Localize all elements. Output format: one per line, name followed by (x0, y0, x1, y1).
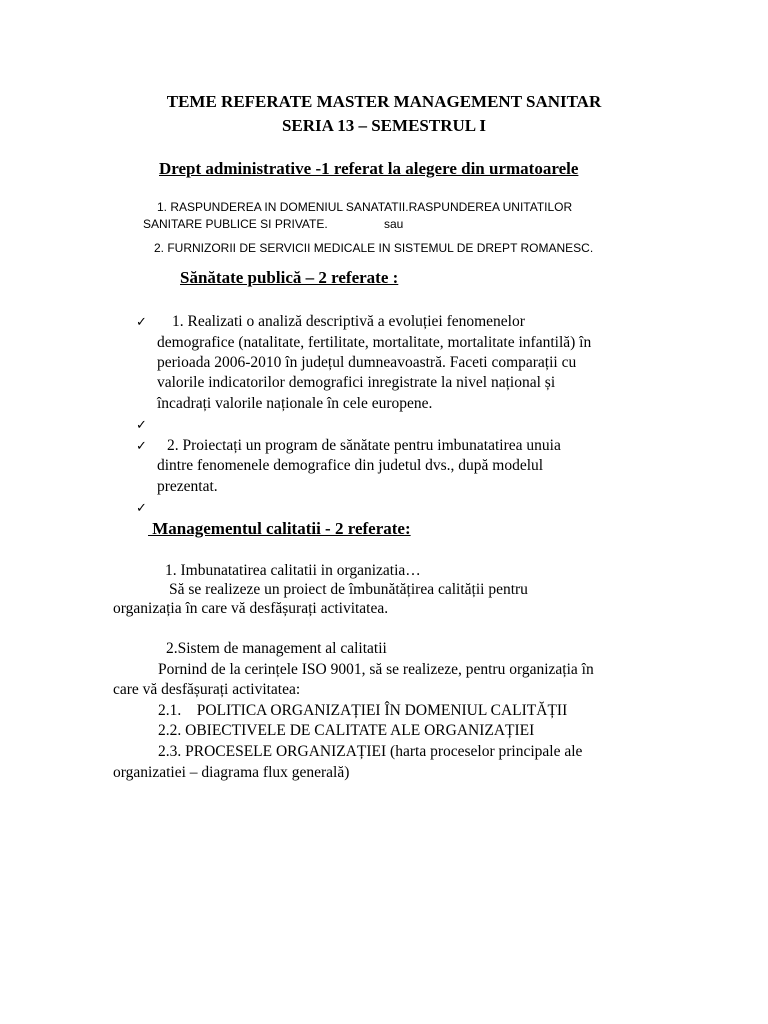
calitate-item2-line1: Pornind de la cerințele ISO 9001, să se realizeze, pentru organizația în (158, 661, 594, 678)
sanatate-item1-line4: valorile indicatorilor demografici inregistrate la nivel național și (157, 374, 556, 391)
calitate-sub3-line1: 2.3. PROCESELE ORGANIZAȚIEI (harta proceselor principale ale (158, 743, 583, 760)
calitate-heading: Managementul calitatii - 2 referate: (148, 519, 411, 538)
drept-item1-line1: 1. RASPUNDEREA IN DOMENIUL SANATATII.RASPUNDEREA UNITATILOR (157, 200, 573, 214)
calitate-sub2: 2.2. OBIECTIVELE DE CALITATE ALE ORGANIZAȚIEI (158, 722, 535, 739)
sanatate-item1-line5: încadrați valorile naționale în cele europene. (157, 395, 433, 412)
calitate-sub3-line2: organizatiei – diagrama flux generală) (113, 764, 350, 781)
sanatate-item2-line1: 2. Proiectați un program de sănătate pentru imbunatatirea unuia (167, 437, 561, 454)
sanatate-item2-line3: prezentat. (157, 478, 218, 495)
checkmark-icon: ✓ (136, 438, 147, 453)
document-title-line1: TEME REFERATE MASTER MANAGEMENT SANITAR (166, 92, 602, 111)
drept-item2: 2. FURNIZORII DE SERVICII MEDICALE IN SISTEMUL DE DREPT ROMANESC. (154, 241, 594, 255)
calitate-item2-line2: care vă desfășurați activitatea: (113, 681, 301, 698)
sanatate-heading: Sănătate publică – 2 referate : (180, 268, 399, 287)
drept-heading: Drept administrative -1 referat la alegere din urmatoarele (159, 159, 579, 178)
sanatate-item1-line3: perioada 2006-2010 în județul dumneavoastră. Faceti comparații cu (157, 354, 577, 371)
calitate-item1-title: 1. Imbunatatirea calitatii in organizatia… (165, 562, 421, 579)
drept-item1-line2: SANITARE PUBLICE SI PRIVATE. (143, 217, 328, 231)
sanatate-item2-line2: dintre fenomenele demografice din judetul dvs., după modelul (157, 457, 544, 474)
sanatate-item1-line1: 1. Realizati o analiză descriptivă a evoluției fenomenelor (172, 313, 525, 330)
checkmark-icon: ✓ (136, 500, 147, 515)
sanatate-item1-line2: demografice (natalitate, fertilitate, mortalitate, mortalitate infantilă) în (157, 334, 592, 351)
checkmark-icon: ✓ (136, 314, 147, 329)
calitate-item1-line1: Să se realizeze un proiect de îmbunătățirea calității pentru (169, 581, 528, 598)
document-title-line2: SERIA 13 – SEMESTRUL I (281, 116, 487, 135)
calitate-item2-title: 2.Sistem de management al calitatii (166, 640, 387, 657)
drept-item1-sau: sau (384, 217, 404, 231)
calitate-item1-line2: organizația în care vă desfășurați activitatea. (113, 600, 389, 617)
checkmark-icon: ✓ (136, 417, 147, 432)
calitate-sub1: 2.1. POLITICA ORGANIZAȚIEI ÎN DOMENIUL CALITĂȚII (158, 702, 568, 719)
